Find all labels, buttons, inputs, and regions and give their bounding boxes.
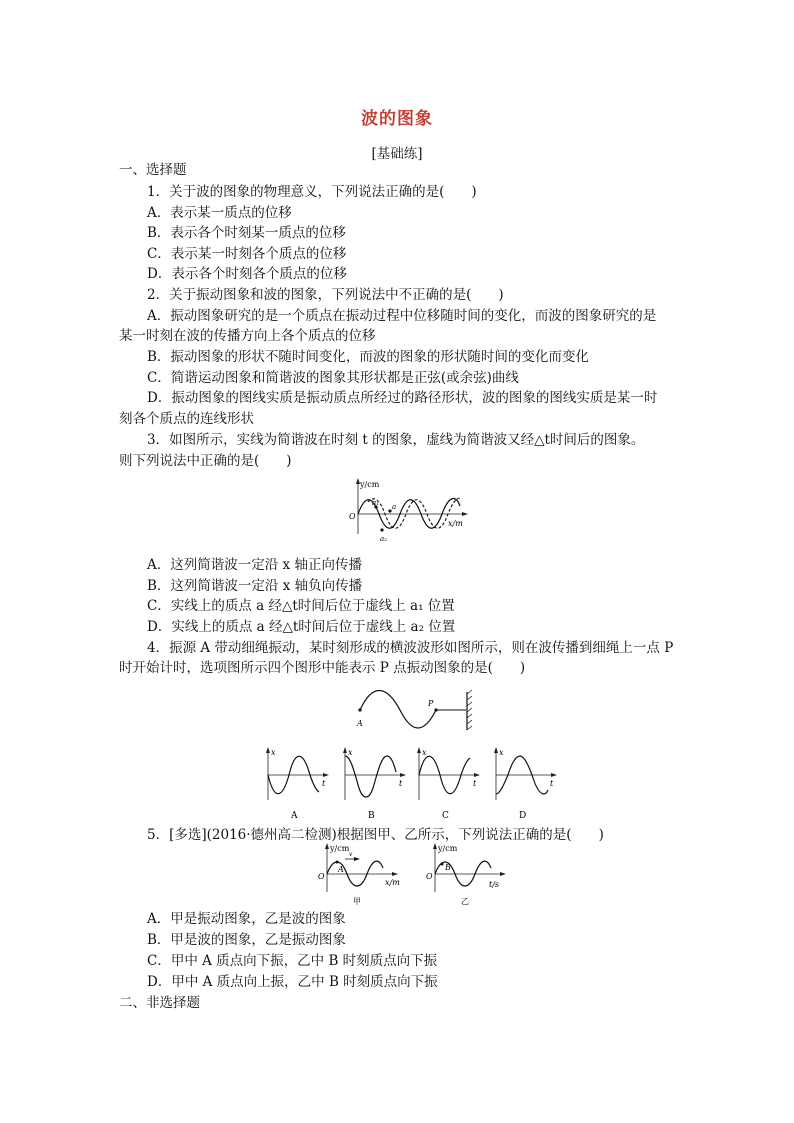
q4-graph-c-y-label: x <box>422 748 427 757</box>
q3-option-b: B．这列简谐波一定沿 x 轴负向传播 <box>147 578 363 594</box>
page-subtitle: [基础练] <box>371 146 423 162</box>
q3-label-a1: a₁ <box>372 499 379 507</box>
q5-stem: 5．[多选](2016·德州高二检测)根据图甲、乙所示，下列说法正确的是( ) <box>147 827 604 843</box>
q3-label-a: a <box>392 503 397 511</box>
q4-graph-a-x-label: t <box>322 779 326 788</box>
q4-label-p: P <box>428 699 434 708</box>
q4-stem-line2: 时开始计时，选项图所示四个图形中能表示 P 点振动图象的是( ) <box>119 660 526 676</box>
q3-label-a2: a₂ <box>380 535 387 543</box>
page-title: 波的图象 <box>361 109 433 129</box>
q5-jia-caption: 甲 <box>353 897 361 906</box>
q1-option-c: C．表示某一时刻各个质点的位移 <box>147 246 347 262</box>
q3-x-arrow <box>462 512 468 516</box>
q4-graph-b-caption: B <box>368 811 375 821</box>
q5-jia-point-label: A <box>338 865 344 874</box>
q4-wall-hatch <box>467 690 472 730</box>
q1-option-d: D．表示各个时刻各个质点的位移 <box>147 266 347 282</box>
q1-stem: 1．关于波的图象的物理意义，下列说法正确的是( ) <box>147 184 477 200</box>
q4-rope-wave <box>360 691 436 729</box>
q5-yi-x-label: t/s <box>489 880 500 889</box>
q2-option-a-line2: 某一时刻在波的传播方向上各个质点的位移 <box>119 328 376 344</box>
q4-graph-c <box>409 744 487 822</box>
q4-graph-b-y-label: x <box>348 748 353 757</box>
q4-graph-d-x-label: t <box>550 779 554 788</box>
q5-yi-origin: O <box>426 872 433 881</box>
q4-graph-a-y-label: x <box>271 748 276 757</box>
q4-graph-d-y-label: x <box>499 748 504 757</box>
q4-point-p <box>434 708 437 711</box>
q4-graph-b <box>335 744 413 822</box>
q4-graph-c-x-label: t <box>473 779 477 788</box>
section-heading-choice: 一、选择题 <box>119 162 187 178</box>
q4-graph-b-x-label: t <box>399 779 403 788</box>
q3-x-label: x/m <box>448 519 463 528</box>
q4-rope-figure <box>350 684 480 734</box>
q5-jia-arrow-label: v <box>349 851 353 858</box>
section-heading-non-choice: 二、非选择题 <box>119 995 200 1011</box>
q5-figure-jia <box>313 842 413 908</box>
q2-option-c: C．简谐运动图象和简谐波的图象其形状都是正弦(或余弦)曲线 <box>147 370 519 386</box>
q1-option-b: B．表示各个时刻某一质点的位移 <box>147 225 346 241</box>
q4-graph-a-caption: A <box>291 811 298 821</box>
q3-origin-label: O <box>349 512 356 521</box>
q4-graph-a <box>258 744 336 822</box>
q3-point-a2 <box>380 528 383 531</box>
q4-label-a: A <box>357 719 363 728</box>
q2-option-d-line1: D．振动图象的图线实质是振动质点所经过的路径形状，波的图象的图线实质是某一时 <box>147 390 658 406</box>
q4-graph-d-caption: D <box>519 811 527 821</box>
q3-dashed-wave <box>368 498 460 528</box>
q3-stem-line1: 3．如图所示，实线为简谐波在时刻 t 的图象，虚线为简谐波又经△t时间后的图象。 <box>147 432 645 448</box>
q3-stem-line2: 则下列说法中正确的是( ) <box>119 453 292 469</box>
q4-graph-d <box>486 744 564 822</box>
q2-option-a-line1: A．振动图象研究的是一个质点在振动过程中位移随时间的变化，而波的图象研究的是 <box>147 308 657 324</box>
q5-figure-yi <box>421 842 521 908</box>
q4-point-a <box>358 708 361 711</box>
q4-graph-c-caption: C <box>442 811 449 821</box>
q5-option-a: A．甲是振动图象，乙是波的图象 <box>147 911 346 927</box>
q5-yi-point-label: B <box>445 863 451 872</box>
q5-jia-origin: O <box>318 872 325 881</box>
q2-option-b: B．振动图象的形状不随时间变化，而波的图象的形状随时间的变化而变化 <box>147 349 589 365</box>
q3-option-c: C．实线上的质点 a 经△t时间后位于虚线上 a₁ 位置 <box>147 598 455 614</box>
q5-yi-y-label: y/cm <box>438 844 458 853</box>
q5-jia-y-label: y/cm <box>330 844 350 853</box>
q3-option-d: D．实线上的质点 a 经△t时间后位于虚线上 a₂ 位置 <box>147 619 456 635</box>
q5-jia-x-label: x/m <box>385 878 400 887</box>
q5-option-d: D．甲中 A 质点向上振，乙中 B 时刻质点向下振 <box>147 974 438 990</box>
q5-option-c: C．甲中 A 质点向下振，乙中 B 时刻质点向下振 <box>147 953 438 969</box>
q4-stem-line1: 4．振源 A 带动细绳振动，某时刻形成的横波波形如图所示，则在波传播到细绳上一点 P <box>147 640 674 656</box>
q3-y-label: y/cm <box>360 480 380 489</box>
q3-option-a: A．这列简谐波一定沿 x 轴正向传播 <box>147 557 362 573</box>
q1-option-a: A．表示某一质点的位移 <box>147 205 292 221</box>
q5-option-b: B．甲是波的图象，乙是振动图象 <box>147 932 346 948</box>
q2-option-d-line2: 刻各个质点的连线形状 <box>119 411 254 427</box>
q2-stem: 2．关于振动图象和波的图象，下列说法中不正确的是( ) <box>147 287 504 303</box>
q5-yi-caption: 乙 <box>461 897 469 906</box>
q3-wave-figure <box>336 476 486 546</box>
